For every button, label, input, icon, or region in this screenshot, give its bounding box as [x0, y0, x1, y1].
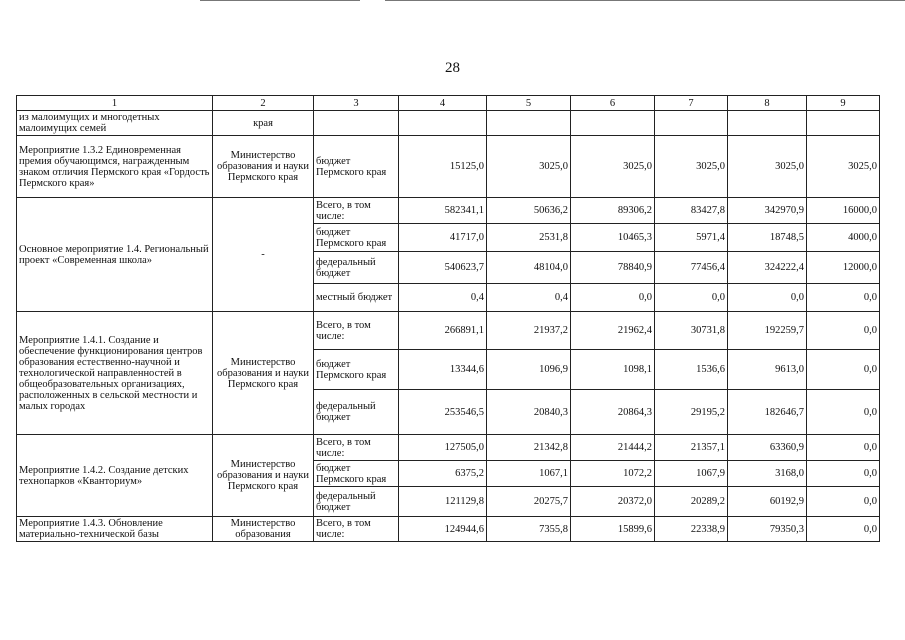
table-row [17, 198, 880, 224]
table-row [17, 517, 880, 542]
amount-cell: 41717,0 [399, 224, 487, 252]
amount-cell: 20864,3 [571, 390, 655, 435]
funding-source: Всего, в том числе: [314, 198, 399, 224]
amount-cell: 29195,2 [655, 390, 728, 435]
amount-cell: 3025,0 [728, 136, 807, 198]
activity-name: Мероприятие 1.4.3. Обновление материально-технической базы [17, 517, 213, 542]
empty-cell [728, 111, 807, 136]
amount-cell: 3025,0 [487, 136, 571, 198]
activity-name: Мероприятие 1.4.1. Создание и обеспечение функционирования центров образования естественно-научной и технологической направленностей в общеобразовательных организациях, расположенных в сельской местности и малых городах [17, 312, 213, 435]
amount-cell: 3025,0 [571, 136, 655, 198]
table-row [17, 312, 880, 350]
funding-source: федеральный бюджет [314, 487, 399, 517]
amount-cell: 63360,9 [728, 435, 807, 461]
amount-cell: 21342,8 [487, 435, 571, 461]
column-number: 6 [571, 96, 655, 111]
amount-cell: 0,0 [807, 487, 880, 517]
funding-source: федеральный бюджет [314, 390, 399, 435]
continuation-row [17, 111, 880, 136]
amount-cell: 1096,9 [487, 350, 571, 390]
executor: Министерство образования [213, 517, 314, 542]
amount-cell: 324222,4 [728, 252, 807, 284]
funding-source: бюджет Пермского края [314, 224, 399, 252]
amount-cell: 1536,6 [655, 350, 728, 390]
executor: Министерство образования и науки Пермского края [213, 136, 314, 198]
funding-source: Всего, в том числе: [314, 435, 399, 461]
amount-cell: 16000,0 [807, 198, 880, 224]
funding-source: Всего, в том числе: [314, 312, 399, 350]
column-number: 5 [487, 96, 571, 111]
amount-cell: 0,0 [728, 284, 807, 312]
column-number: 8 [728, 96, 807, 111]
amount-cell: 0,0 [807, 390, 880, 435]
amount-cell: 60192,9 [728, 487, 807, 517]
empty-cell [314, 111, 399, 136]
amount-cell: 3168,0 [728, 461, 807, 487]
amount-cell: 10465,3 [571, 224, 655, 252]
amount-cell: 342970,9 [728, 198, 807, 224]
amount-cell: 121129,8 [399, 487, 487, 517]
column-number-row [17, 96, 880, 111]
top-rule-left [200, 0, 360, 1]
amount-cell: 22338,9 [655, 517, 728, 542]
column-number: 1 [17, 96, 213, 111]
amount-cell: 48104,0 [487, 252, 571, 284]
amount-cell: 0,0 [655, 284, 728, 312]
amount-cell: 192259,7 [728, 312, 807, 350]
amount-cell: 266891,1 [399, 312, 487, 350]
executor: края [213, 111, 314, 136]
amount-cell: 13344,6 [399, 350, 487, 390]
amount-cell: 3025,0 [807, 136, 880, 198]
activity-name: Мероприятие 1.3.2 Единовременная премия обучающимся, награжденным знаком отличия Пермского края «Гордость Пермского края» [17, 136, 213, 198]
executor: - [213, 198, 314, 312]
amount-cell: 21357,1 [655, 435, 728, 461]
amount-cell: 5971,4 [655, 224, 728, 252]
amount-cell: 20840,3 [487, 390, 571, 435]
column-number: 3 [314, 96, 399, 111]
amount-cell: 15125,0 [399, 136, 487, 198]
amount-cell: 83427,8 [655, 198, 728, 224]
funding-source: бюджет Пермского края [314, 136, 399, 198]
funding-source: бюджет Пермского края [314, 461, 399, 487]
column-number: 9 [807, 96, 880, 111]
amount-cell: 20372,0 [571, 487, 655, 517]
amount-cell: 124944,6 [399, 517, 487, 542]
empty-cell [655, 111, 728, 136]
amount-cell: 253546,5 [399, 390, 487, 435]
funding-source: Всего, в том числе: [314, 517, 399, 542]
amount-cell: 12000,0 [807, 252, 880, 284]
column-number: 2 [213, 96, 314, 111]
amount-cell: 127505,0 [399, 435, 487, 461]
amount-cell: 30731,8 [655, 312, 728, 350]
amount-cell: 6375,2 [399, 461, 487, 487]
amount-cell: 0,0 [807, 312, 880, 350]
amount-cell: 77456,4 [655, 252, 728, 284]
amount-cell: 0,0 [807, 350, 880, 390]
amount-cell: 3025,0 [655, 136, 728, 198]
amount-cell: 4000,0 [807, 224, 880, 252]
executor: Министерство образования и науки Пермского края [213, 312, 314, 435]
amount-cell: 0,0 [807, 284, 880, 312]
amount-cell: 0,0 [807, 461, 880, 487]
amount-cell: 21962,4 [571, 312, 655, 350]
activity-name: Мероприятие 1.4.2. Создание детских технопарков «Кванториум» [17, 435, 213, 517]
amount-cell: 15899,6 [571, 517, 655, 542]
amount-cell: 0,4 [399, 284, 487, 312]
budget-table [16, 95, 880, 542]
amount-cell: 1067,9 [655, 461, 728, 487]
empty-cell [571, 111, 655, 136]
amount-cell: 9613,0 [728, 350, 807, 390]
column-number: 7 [655, 96, 728, 111]
funding-source: бюджет Пермского края [314, 350, 399, 390]
amount-cell: 79350,3 [728, 517, 807, 542]
column-number: 4 [399, 96, 487, 111]
executor: Министерство образования и науки Пермского края [213, 435, 314, 517]
amount-cell: 18748,5 [728, 224, 807, 252]
empty-cell [807, 111, 880, 136]
activity-name: Основное мероприятие 1.4. Региональный проект «Современная школа» [17, 198, 213, 312]
table-row [17, 136, 880, 198]
amount-cell: 2531,8 [487, 224, 571, 252]
top-rule-right [385, 0, 905, 1]
amount-cell: 78840,9 [571, 252, 655, 284]
amount-cell: 21937,2 [487, 312, 571, 350]
amount-cell: 1072,2 [571, 461, 655, 487]
funding-source: местный бюджет [314, 284, 399, 312]
amount-cell: 0,4 [487, 284, 571, 312]
empty-cell [487, 111, 571, 136]
amount-cell: 0,0 [807, 435, 880, 461]
amount-cell: 20275,7 [487, 487, 571, 517]
amount-cell: 540623,7 [399, 252, 487, 284]
funding-source: федеральный бюджет [314, 252, 399, 284]
activity-name: из малоимущих и многодетных малоимущих семей [17, 111, 213, 136]
empty-cell [399, 111, 487, 136]
amount-cell: 0,0 [807, 517, 880, 542]
amount-cell: 20289,2 [655, 487, 728, 517]
amount-cell: 1098,1 [571, 350, 655, 390]
amount-cell: 7355,8 [487, 517, 571, 542]
amount-cell: 1067,1 [487, 461, 571, 487]
amount-cell: 89306,2 [571, 198, 655, 224]
amount-cell: 50636,2 [487, 198, 571, 224]
amount-cell: 182646,7 [728, 390, 807, 435]
amount-cell: 0,0 [571, 284, 655, 312]
amount-cell: 21444,2 [571, 435, 655, 461]
table-row [17, 435, 880, 461]
amount-cell: 582341,1 [399, 198, 487, 224]
page-number: 28 [445, 60, 460, 76]
